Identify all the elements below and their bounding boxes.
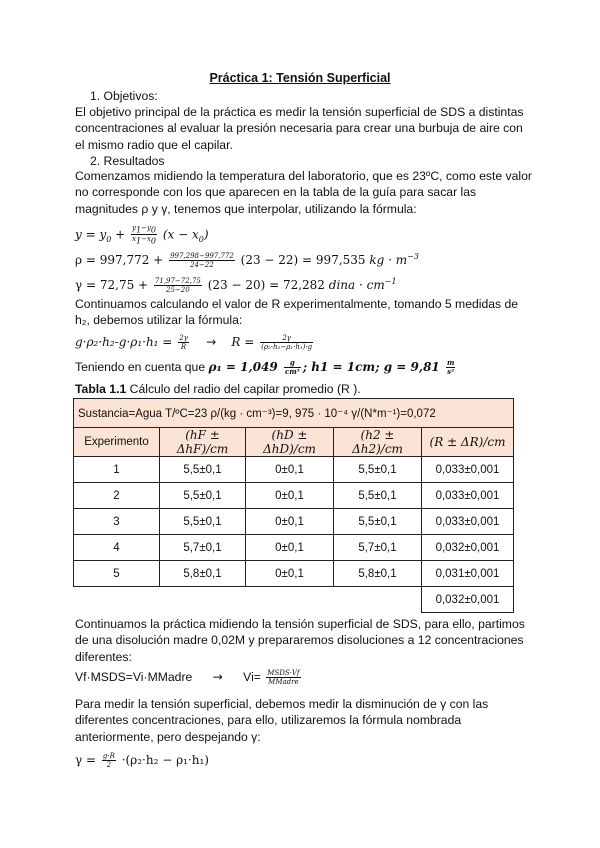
page-title: Práctica 1: Tensión Superficial: [209, 71, 391, 85]
dilution-formula: Vf·MSDS=Vi·MMadre → Vi= $\frac{\text{MSDS·Vf}}{\text{MMadre}}$: [75, 669, 300, 687]
table-row: 5 5,8±0,1 0±0,1 5,8±0,1 0,031±0,001: [74, 561, 514, 587]
table-caption: Tabla 1.1 Cálculo del radio del capilar promedio (R ).: [75, 382, 361, 396]
table-average-row: [74, 587, 514, 613]
table-row: 4 5,7±0,1 0±0,1 5,7±0,1 0,032±0,001: [74, 535, 514, 561]
header-hd: (hD ± ΔhD)/cm: [246, 428, 334, 457]
rho-equation: ρ = 997,772 + $\frac{997,298-997,772}{24-22}$ (23 − 22) = 997,535 kg · $m^{-3}$: [75, 252, 419, 269]
gamma-equation: γ = 72,75 + $\frac{71,97-72,75}{25-20}$ (23 − 20) = 72,282 dina · $cm^{-1}$: [75, 277, 397, 294]
header-experimento: Experimento: [74, 428, 160, 457]
r-paragraph: Continuamos calculando el valor de R experimentalmente, tomando 5 medidas de h₂, debemos utilizar la fórmula:: [75, 297, 519, 328]
average-r: 0,032±0,001: [422, 587, 514, 613]
sds-paragraph: Continuamos la práctica midiendo la tensión superficial de SDS, para ello, partimos de una disolución madre 0,02M y prepararemos disoluciones a 12 concentraciones diferentes:: [75, 617, 525, 664]
table-row: 1 5,5±0,1 0±0,1 5,5±0,1 0,033±0,001: [74, 457, 514, 483]
teniendo-line: Teniendo en cuenta que ρ₁ = 1,049 $\frac{g}{\text{cm³}}$ ; h1 = 1cm; g = 9,81 $\frac{m}{\text{s²}}$: [75, 358, 455, 376]
final-formula: γ = $\frac{g\cdot R}{2}$ ·(ρ₂·h₂ − ρ₁·h₁): [75, 752, 209, 769]
table-header-row: [74, 428, 514, 457]
header-r: (R ± ΔR)/cm: [422, 428, 514, 457]
objetivos-heading: 1. Objetivos:: [90, 89, 158, 103]
header-h2: (h2 ± Δh2)/cm: [334, 428, 422, 457]
final-paragraph: Para medir la tensión superficial, debemos medir la disminución de γ con las diferentes concentraciones, para ello, utilizaremos la fórmula nombrada anteriormente, pero despejando γ:: [75, 697, 489, 744]
data-table: [73, 398, 514, 613]
header-hf: (hF ± ΔhF)/cm: [160, 428, 246, 457]
r-formula: g·ρ₂·h₂-g·ρ₁·h₁ = $\frac{2\gamma}{R}$ → R = $\frac{2\gamma}{\text{(ρ₂·h₂−ρ₁·h₁)·g}}$: [75, 334, 313, 351]
arrow-icon: →: [212, 670, 223, 684]
interpolation-formula: $y = y_0$ + $\frac{y_1-y_0}{x_1-x_0}$ $(x - x_0)$: [75, 224, 209, 246]
resultados-paragraph: Comenzamos midiendo la temperatura del laboratorio, que es 23ºC, como este valor no corresponde con los que aparecen en la tabla de la guía para sacar las magnitudes ρ y γ, tenemos que interpolar, utilizando la fórmula:: [75, 169, 532, 216]
arrow-icon: →: [206, 335, 217, 349]
resultados-heading: 2. Resultados: [90, 154, 165, 168]
table-info-row: Sustancia=Agua T/ºC=23 ρ/(kg · cm⁻³)=9, 975 · 10⁻⁴ γ/(N*m⁻¹)=0,072: [74, 399, 514, 428]
table-row: 3 5,5±0,1 0±0,1 5,5±0,1 0,033±0,001: [74, 509, 514, 535]
table-row: 2 5,5±0,1 0±0,1 5,5±0,1 0,033±0,001: [74, 483, 514, 509]
objetivos-paragraph: El objetivo principal de la práctica es medir la tensión superficial de SDS a distintas concentraciones al evaluar la presión necesaria para crear una burbuja de aire con el mismo radio que el capilar.: [75, 105, 524, 152]
